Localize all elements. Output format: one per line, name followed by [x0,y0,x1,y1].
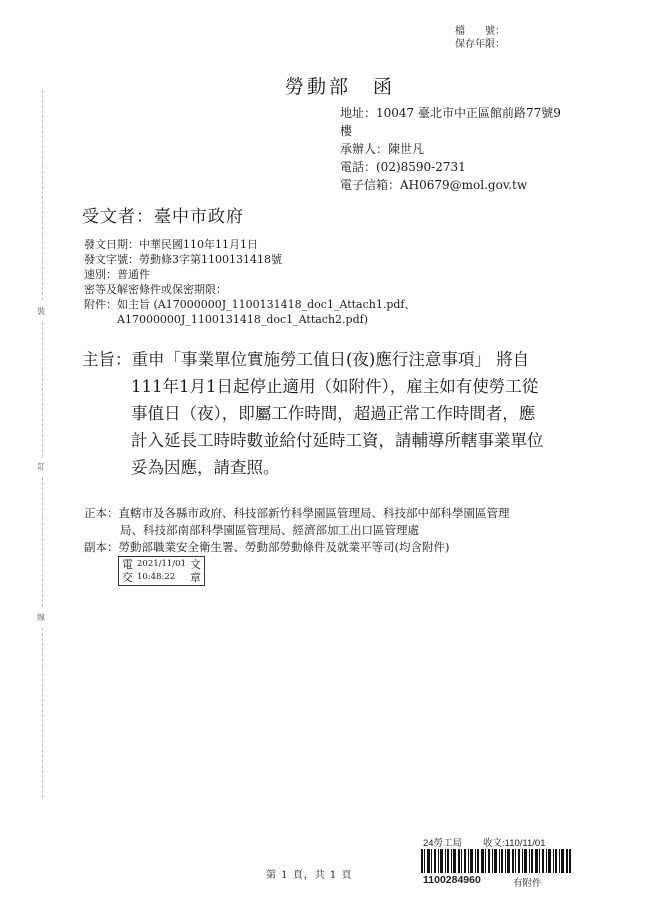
margin-char-2: 訂 [37,462,45,471]
stamp-mid-col [137,558,186,584]
barcode-office: 24勞工局 [423,838,463,849]
stamp-char-1: 電 [122,558,133,571]
margin-char-1: 裝 [37,307,45,316]
stamp-char-2: 交 [122,571,133,584]
attachment-line-2: A17000000J_1100131418_doc1_Attach2.pdf) [117,313,368,326]
subject-line-1: 主旨：重申「事業單位實施勞工值日(夜)應行注意事項」 將自 [82,350,530,369]
stamp-date: 2021/11/01 [137,559,186,569]
stamp-char-4: 章 [190,571,201,584]
speed-class: 速別：普通件 [84,268,150,281]
distribution-block [84,506,510,554]
file-number-label: 檔 號： [455,26,505,37]
copy-recipients: 副本：勞動部職業安全衛生署、勞動部勞動條件及就業平等司(均含附件) [84,540,450,554]
document-number: 發文字號：勞動條3字第1100131418號 [84,253,282,266]
exchange-stamp [118,556,205,586]
address-line-2: 樓 [340,124,353,138]
subject-line-2: 111年1月1日起停止適用（如附件），雇主如有使勞工從 [131,377,539,396]
sender-address [340,104,561,194]
stamp-char-3: 文 [190,558,201,571]
document-title: 勞動部 函 [285,76,396,98]
margin-char-3: 線 [37,613,45,622]
contact-person: 承辦人：陳世凡 [340,142,425,156]
secrecy-level: 密等及解密條件或保密期限： [84,283,227,296]
subject-line-3: 事值日（夜），即屬工作時間，超過正常工作時間者，應 [131,404,536,423]
stamp-left-col [122,558,133,584]
attachment-line-1: 附件：如主旨 (A17000000J_1100131418_doc1_Attach1.pdf、 [84,298,416,311]
binding-line-3 [42,477,43,607]
email-address: 電子信箱：AH0679@mol.gov.tw [340,178,528,192]
binding-line-4 [42,628,43,798]
barcode-received-date: 收文:110/11/01 [483,838,546,849]
barcode-number: 1100284960 [423,874,481,886]
page-number: 第 1 頁，共 1 頁 [266,870,353,881]
binding-line-2 [42,322,43,457]
recipient: 受文者：臺中市政府 [82,207,244,227]
subject-line-4: 計入延長工時時數並給付延時工資，請輔導所轄事業單位 [131,431,544,450]
address-line-1: 地址：10047 臺北市中正區館前路77號9 [340,106,561,120]
barcode-attachment-note: 有附件 [513,878,542,889]
stamp-right-col [190,558,201,584]
subject-line-5: 妥為因應，請查照。 [131,458,280,477]
issue-date: 發文日期：中華民國110年11月1日 [84,238,258,251]
main-recipients-1: 正本：直轄市及各縣市政府、科技部新竹科學園區管理局、科技部中部科學園區管理 [84,506,510,520]
barcode-icon [421,849,571,873]
binding-line-1 [42,90,43,300]
stamp-time: 10:48:22 [137,572,176,582]
retention-label: 保存年限： [455,39,505,50]
main-recipients-2: 局、科技部南部科學園區管理局、經濟部加工出口區管理處 [120,523,419,537]
receipt-barcode [421,835,571,889]
subject-block [82,346,544,481]
phone-number: 電話：(02)8590-2731 [340,160,466,174]
meta-block [84,237,415,327]
